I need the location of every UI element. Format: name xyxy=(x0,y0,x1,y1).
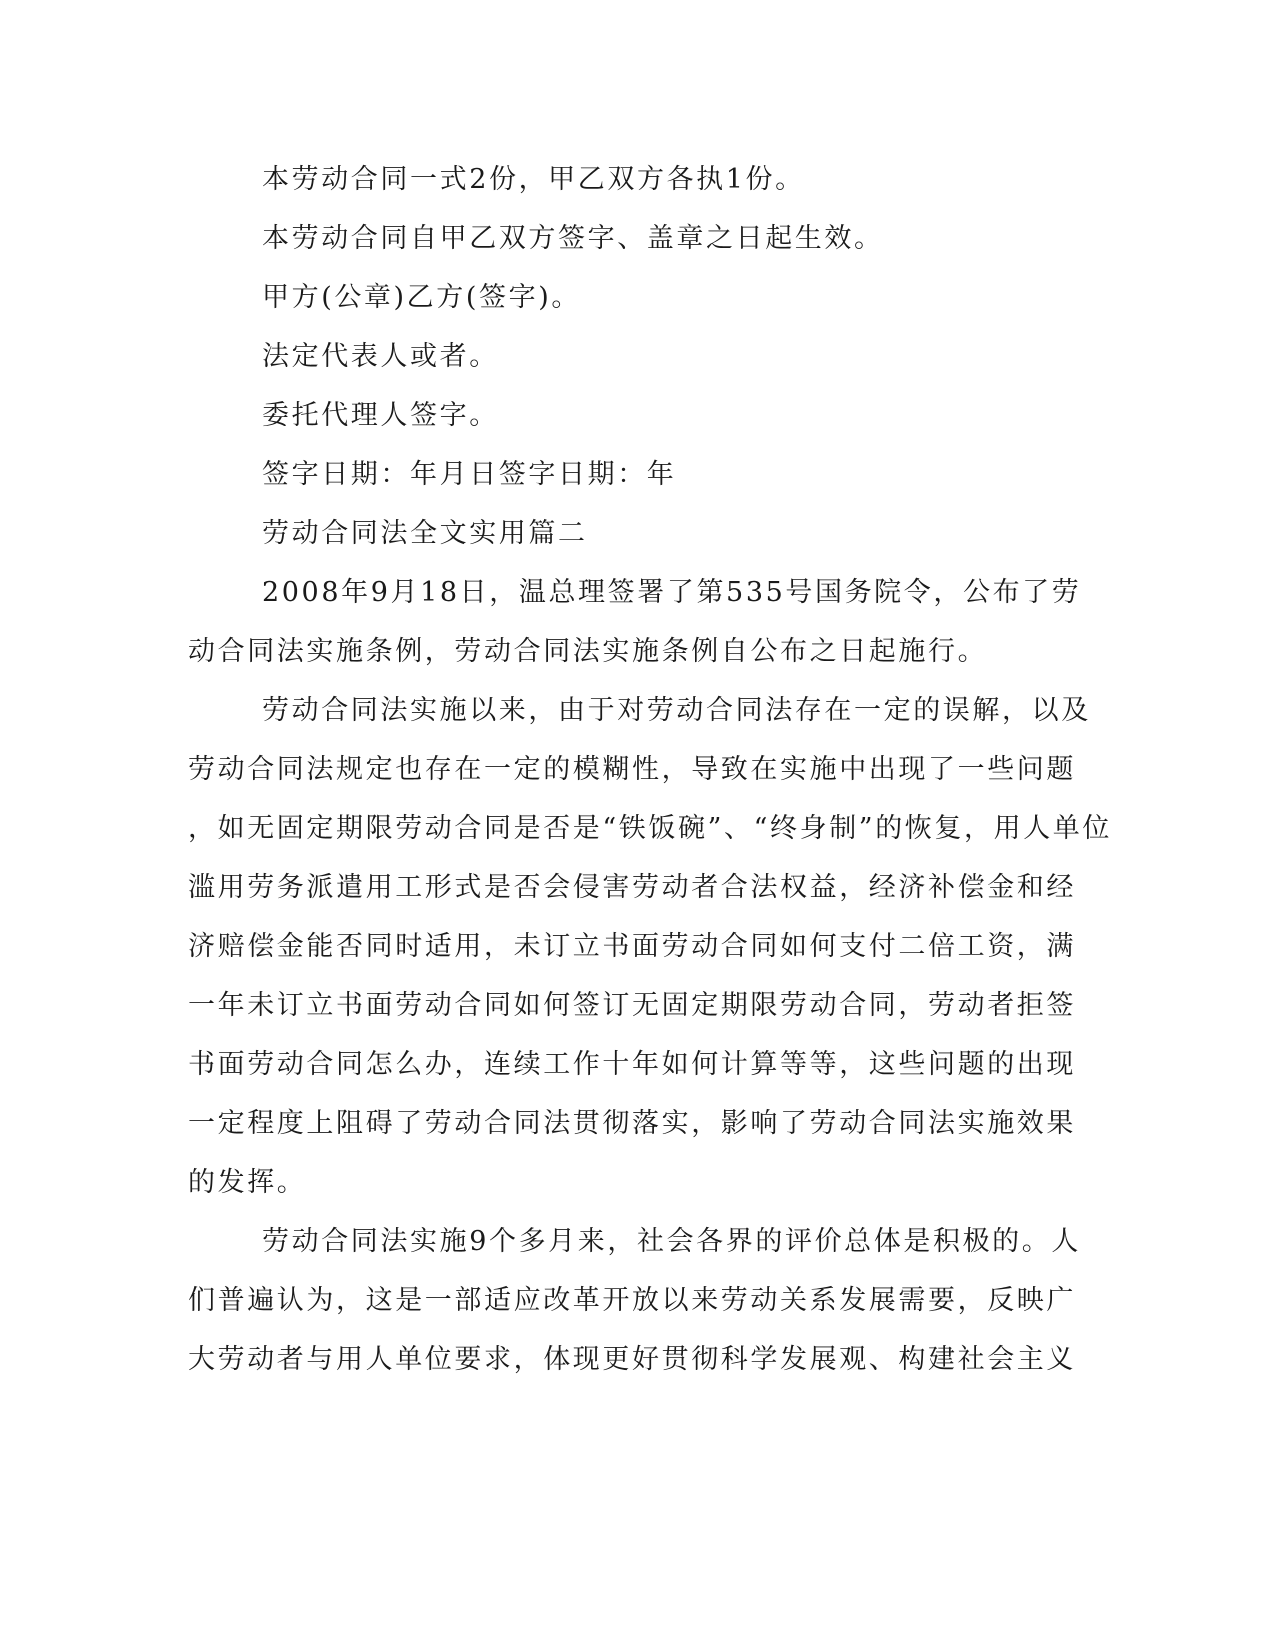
text-line: 劳动合同法实施以来，由于对劳动合同法存在一定的误解，以及 xyxy=(262,695,1091,726)
text-line: 劳动合同法规定也存在一定的模糊性，导致在实施中出现了一些问题 xyxy=(188,754,1076,785)
text-line: 们普遍认为，这是一部适应改革开放以来劳动关系发展需要，反映广 xyxy=(188,1285,1076,1316)
text-line: 滥用劳务派遣用工形式是否会侵害劳动者合法权益，经济补偿金和经 xyxy=(188,872,1076,903)
text-line: 2008年9月18日，温总理签署了第535号国务院令，公布了劳 xyxy=(262,577,1082,608)
text-line: 书面劳动合同怎么办，连续工作十年如何计算等等，这些问题的出现 xyxy=(188,1049,1076,1080)
text-line: 济赔偿金能否同时适用，未订立书面劳动合同如何支付二倍工资，满 xyxy=(188,931,1076,962)
text-line: 的发挥。 xyxy=(188,1167,307,1198)
text-line: 签字日期：年月日签字日期：年 xyxy=(262,459,677,490)
text-line: 一年未订立书面劳动合同如何签订无固定期限劳动合同，劳动者拒签 xyxy=(188,990,1076,1021)
text-line: 委托代理人签字。 xyxy=(262,400,499,431)
text-line: 一定程度上阻碍了劳动合同法贯彻落实，影响了劳动合同法实施效果 xyxy=(188,1108,1076,1139)
text-line: 动合同法实施条例，劳动合同法实施条例自公布之日起施行。 xyxy=(188,636,988,667)
text-line: 本劳动合同一式2份，甲乙双方各执1份。 xyxy=(262,164,805,195)
text-line: 法定代表人或者。 xyxy=(262,341,499,372)
text-line: 本劳动合同自甲乙双方签字、盖章之日起生效。 xyxy=(262,223,884,254)
text-line: 劳动合同法实施9个多月来，社会各界的评价总体是积极的。人 xyxy=(262,1226,1081,1257)
text-line: ，如无固定期限劳动合同是否是“铁饭碗”、“终身制”的恢复，用人单位 xyxy=(188,813,1113,844)
text-line: 大劳动者与用人单位要求，体现更好贯彻科学发展观、构建社会主义 xyxy=(188,1344,1076,1375)
text-line: 甲方(公章)乙方(签字)。 xyxy=(262,282,581,313)
section-heading: 劳动合同法全文实用篇二 xyxy=(262,518,588,549)
